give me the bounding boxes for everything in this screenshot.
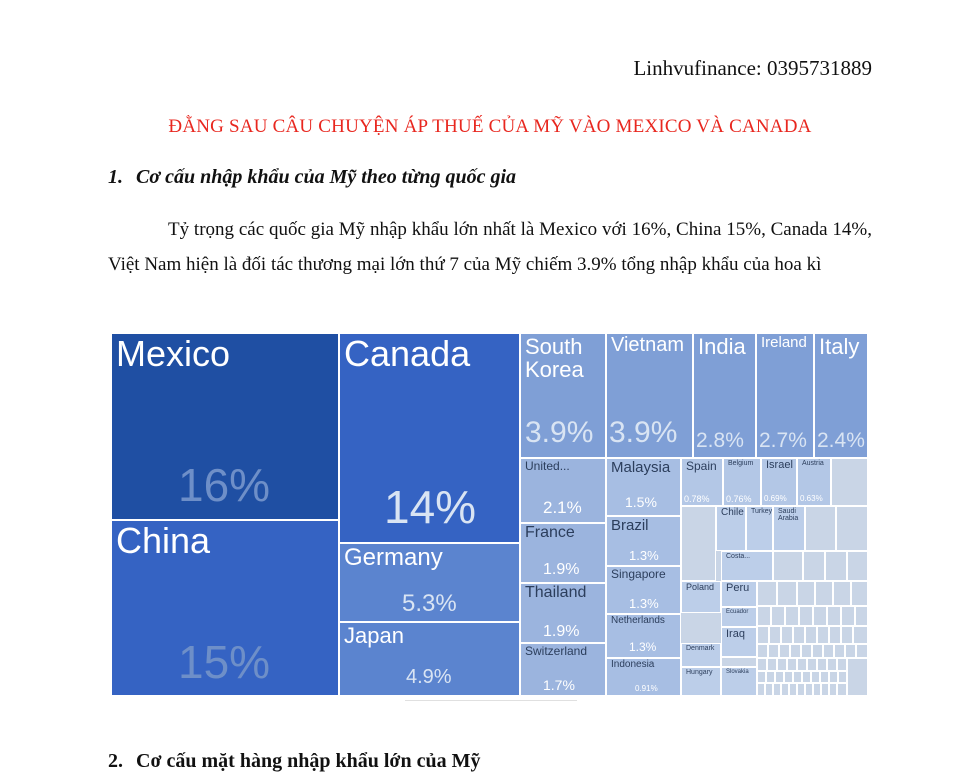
treemap-tile-minor	[825, 551, 847, 581]
treemap-tile-minor	[797, 658, 807, 671]
tile-label: Mexico	[116, 333, 231, 374]
treemap-tile-minor	[853, 626, 868, 644]
contact-line: Linhvufinance: 0395731889	[633, 56, 872, 80]
treemap-tile-minor	[841, 606, 855, 626]
treemap-tile-brazil	[606, 516, 681, 566]
tile-value: 1.7%	[543, 677, 575, 693]
treemap-tile-costa	[721, 551, 773, 581]
treemap-tile-minor	[681, 506, 716, 581]
treemap-tile-minor	[769, 626, 781, 644]
treemap-tile-minor	[789, 683, 797, 696]
treemap-tile-minor	[757, 606, 771, 626]
tile-label: Malaysia	[611, 459, 671, 476]
section-2-heading	[108, 750, 480, 773]
treemap-tile-minor	[817, 626, 829, 644]
tile-label: Iraq	[726, 628, 745, 640]
treemap-tile-minor	[829, 671, 838, 683]
treemap-tile-mexico	[111, 333, 339, 520]
treemap-tile-belgium	[723, 458, 761, 506]
treemap-tile-minor	[781, 683, 789, 696]
treemap-tile-minor	[803, 551, 825, 581]
treemap-tile-minor	[833, 581, 851, 606]
treemap-tile-germany	[339, 543, 520, 622]
treemap-tile-minor	[841, 626, 853, 644]
treemap-tile-thailand	[520, 583, 606, 643]
treemap-tile-united	[520, 458, 606, 523]
tile-label: Peru	[726, 582, 750, 594]
tile-value: 0.91%	[635, 684, 658, 693]
document-title: ĐẰNG SAU CÂU CHUYỆN ÁP THUẾ CỦA MỸ VÀO MEXICO VÀ CANADA	[168, 116, 812, 137]
treemap-tile-minor	[837, 658, 847, 671]
chart-underline	[405, 700, 577, 701]
treemap-tile-minor	[827, 606, 841, 626]
treemap-tile-minor	[847, 551, 868, 581]
section-1-heading	[108, 166, 516, 189]
treemap-tile-minor	[845, 644, 856, 658]
tile-label: Canada	[344, 333, 471, 374]
tile-value: 0.69%	[764, 494, 787, 503]
tile-label: Italy	[819, 334, 860, 359]
treemap-tile-peru	[721, 581, 757, 607]
treemap-tile-minor	[821, 683, 829, 696]
treemap-tile-netherlands	[606, 614, 681, 658]
tile-value: 1.9%	[543, 623, 580, 640]
treemap-tile-minor	[815, 581, 833, 606]
tile-label: Japan	[344, 623, 404, 648]
tile-value: 2.8%	[696, 429, 744, 452]
tile-label: Spain	[686, 459, 717, 473]
treemap-tile-chile	[716, 506, 746, 551]
treemap-tile-minor	[781, 626, 793, 644]
tile-value: 2.1%	[543, 498, 582, 517]
treemap-tile-singapore	[606, 566, 681, 614]
treemap-tile-minor	[721, 657, 757, 667]
treemap-tile-minor	[757, 683, 765, 696]
tile-label: France	[525, 524, 575, 541]
treemap-tile-minor	[855, 606, 868, 626]
treemap-tile-minor	[757, 671, 766, 683]
treemap-tile-minor	[805, 626, 817, 644]
treemap-tile-minor	[801, 644, 812, 658]
treemap-tile-minor	[811, 671, 820, 683]
treemap-tile-minor	[765, 683, 773, 696]
treemap-tile-minor	[807, 658, 817, 671]
treemap-tile-minor	[773, 683, 781, 696]
treemap-tile-minor	[837, 683, 847, 696]
tile-label: Chile	[721, 507, 744, 518]
tile-value: 3.9%	[525, 416, 594, 449]
tile-value: 2.7%	[759, 429, 807, 452]
treemap-tile-austria	[797, 458, 831, 506]
tile-label: Poland	[686, 582, 715, 592]
tile-value: 1.9%	[543, 561, 580, 578]
treemap-tile-minor	[790, 644, 801, 658]
tile-label: Singapore	[611, 567, 666, 581]
tile-label: Denmark	[686, 645, 715, 652]
treemap-tile-japan	[339, 622, 520, 696]
treemap-tile-minor	[827, 658, 837, 671]
treemap-tile-minor	[838, 671, 847, 683]
treemap-tile-ecuador	[721, 607, 757, 627]
treemap-tile-minor	[784, 671, 793, 683]
treemap-tile-minor	[777, 658, 787, 671]
tile-label: Belgium	[728, 460, 754, 467]
tile-label: Costa...	[726, 553, 751, 560]
treemap-tile-minor	[779, 644, 790, 658]
paragraph-text: Tỷ trọng các quốc gia Mỹ nhập khẩu lớn nhất là Mexico với 16%, China 15%, Canada 14%, Việt Nam hiện là đối tác thương mại lớn thứ 7 của Mỹ chiếm 3.9% tổng nhập khẩu của hoa kì	[108, 219, 872, 275]
treemap-tile-spain	[681, 458, 723, 506]
treemap-tile-minor	[829, 683, 837, 696]
treemap-tile-india	[693, 333, 756, 458]
tile-value: 4.9%	[406, 666, 452, 688]
treemap-tile-slovakia	[721, 667, 757, 696]
treemap-tile-minor	[813, 606, 827, 626]
treemap-tile-minor	[799, 606, 813, 626]
treemap-tile-minor	[851, 581, 868, 606]
treemap-tile-poland	[681, 581, 721, 613]
tile-value: 3.9%	[609, 416, 678, 449]
treemap-tile-minor	[805, 506, 836, 551]
tile-value: 2.4%	[817, 429, 865, 452]
treemap-tile-turkey	[746, 506, 773, 551]
treemap-tile-minor	[829, 626, 841, 644]
treemap-tile-minor	[773, 551, 803, 581]
treemap-tile-minor	[757, 581, 777, 606]
treemap-tile-minor	[767, 658, 777, 671]
treemap-tile-minor	[793, 626, 805, 644]
treemap-tile-switzerland	[520, 643, 606, 696]
treemap-tile-minor	[813, 683, 821, 696]
tile-value: 0.63%	[800, 494, 823, 503]
tile-value: 1.3%	[629, 548, 659, 563]
tile-label: Vietnam	[611, 334, 685, 356]
tile-label: Switzerland	[525, 644, 588, 658]
treemap-tile-minor	[823, 644, 834, 658]
section-1-paragraph	[108, 212, 872, 282]
section-1-heading-text: Cơ cấu nhập khẩu của Mỹ theo từng quốc gia	[136, 166, 516, 188]
treemap-tile-minor	[797, 581, 815, 606]
treemap-tile-saudi-arabia	[773, 506, 805, 551]
section-2-number: 2.	[108, 750, 123, 772]
treemap-tile-minor	[785, 606, 799, 626]
tile-label: Ecuador	[726, 609, 749, 615]
treemap-tile-minor	[820, 671, 829, 683]
tile-label: China	[116, 520, 211, 561]
treemap-tile-minor	[836, 506, 868, 551]
tile-label: India	[698, 334, 746, 359]
treemap-tile-iraq	[721, 627, 757, 657]
treemap-tile-indonesia	[606, 658, 681, 696]
treemap-tile-minor	[802, 671, 811, 683]
treemap-tile-italy	[814, 333, 868, 458]
tile-value: 14%	[384, 481, 477, 533]
tile-value: 1.5%	[625, 494, 657, 510]
tile-label: Indonesia	[611, 659, 655, 670]
section-1-number: 1.	[108, 166, 123, 188]
tile-label: Germany	[344, 544, 443, 571]
treemap-tile-minor	[834, 644, 845, 658]
treemap-tile-minor	[856, 644, 868, 658]
treemap-tile-minor	[831, 458, 868, 506]
treemap-tile-hungary	[681, 667, 721, 696]
treemap-tile-minor	[812, 644, 823, 658]
tile-label: Brazil	[611, 517, 649, 534]
tile-value: 0.78%	[684, 494, 710, 504]
treemap-tile-minor	[766, 671, 775, 683]
import-treemap	[111, 333, 868, 696]
treemap-tile-minor	[757, 644, 768, 658]
section-2-heading-text: Cơ cấu mặt hàng nhập khẩu lớn của Mỹ	[136, 750, 481, 772]
treemap-tile-france	[520, 523, 606, 583]
treemap-tile-canada	[339, 333, 520, 543]
treemap-tile-minor	[771, 606, 785, 626]
treemap-tile-minor	[757, 626, 769, 644]
treemap-tile-minor	[777, 581, 797, 606]
tile-value: 15%	[178, 636, 271, 688]
treemap-tile-minor	[797, 683, 805, 696]
tile-value: 1.3%	[629, 640, 657, 654]
tile-label: Ireland	[761, 334, 807, 351]
treemap-tile-minor	[793, 671, 802, 683]
tile-label: Saudi Arabia	[778, 508, 799, 523]
tile-label: South Korea	[525, 334, 584, 383]
tile-value: 16%	[178, 459, 271, 511]
treemap-tile-minor	[775, 671, 784, 683]
treemap-tile-minor	[817, 658, 827, 671]
treemap-tile-israel	[761, 458, 797, 506]
treemap-tile-minor	[787, 658, 797, 671]
tile-label: Thailand	[525, 584, 587, 601]
tile-value: 0.76%	[726, 494, 752, 504]
tile-label: Turkey	[751, 508, 773, 515]
tile-value: 1.3%	[629, 596, 659, 611]
tile-value: 5.3%	[402, 590, 457, 617]
treemap-tile-minor	[847, 658, 868, 696]
treemap-tile-malaysia	[606, 458, 681, 516]
tile-label: Slovakia	[726, 669, 749, 675]
treemap-tile-minor	[757, 658, 767, 671]
tile-label: United...	[525, 459, 570, 473]
treemap-tile-minor	[768, 644, 779, 658]
treemap-tile-denmark	[681, 643, 721, 667]
treemap-tile-south-korea	[520, 333, 606, 458]
treemap-tile-minor	[805, 683, 813, 696]
treemap-tile-ireland	[756, 333, 814, 458]
tile-label: Austria	[802, 460, 824, 467]
treemap-tile-vietnam	[606, 333, 693, 458]
tile-label: Israel	[766, 459, 793, 471]
treemap-tile-china	[111, 520, 339, 696]
tile-label: Netherlands	[611, 615, 665, 626]
tile-label: Hungary	[686, 669, 713, 676]
